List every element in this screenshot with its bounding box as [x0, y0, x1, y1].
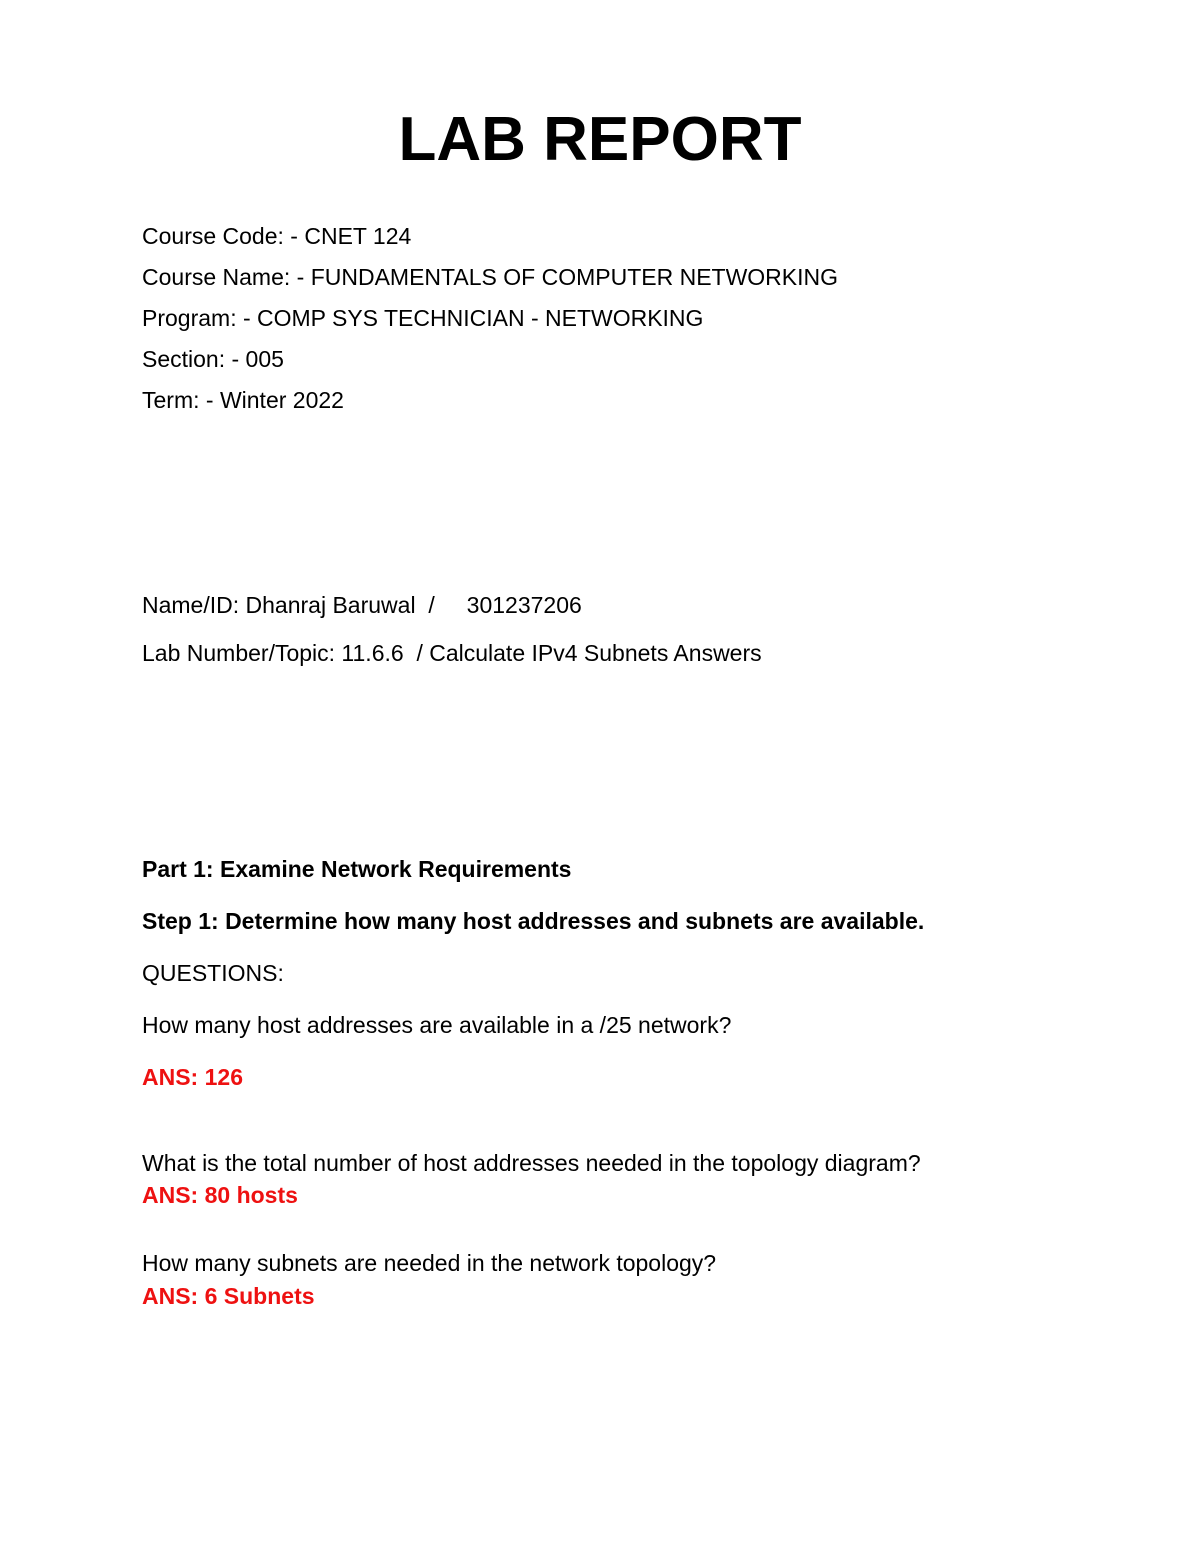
answer-3: ANS: 6 Subnets: [142, 1283, 315, 1309]
name-id: Name/ID: Dhanraj Baruwal / 301237206: [142, 592, 582, 618]
part-heading: Part 1: Examine Network Requirements: [142, 856, 572, 882]
program: Program: - COMP SYS TECHNICIAN - NETWORKING: [142, 305, 704, 331]
questions-label: QUESTIONS:: [142, 960, 284, 986]
question-3: How many subnets are needed in the network topology?: [142, 1250, 717, 1276]
lab-topic: Lab Number/Topic: 11.6.6 / Calculate IPv4 Subnets Answers: [142, 640, 762, 666]
course-name: Course Name: - FUNDAMENTALS OF COMPUTER NETWORKING: [142, 264, 839, 290]
document-title: LAB REPORT: [398, 105, 802, 174]
question-1: How many host addresses are available in a /25 network?: [142, 1012, 732, 1038]
step-heading: Step 1: Determine how many host addresses and subnets are available.: [142, 908, 925, 934]
answer-2: ANS: 80 hosts: [142, 1182, 298, 1208]
question-2: What is the total number of host addresses needed in the topology diagram?: [142, 1150, 921, 1176]
term: Term: - Winter 2022: [142, 387, 344, 413]
section: Section: - 005: [142, 346, 284, 372]
answer-1: ANS: 126: [142, 1064, 243, 1090]
course-code: Course Code: - CNET 124: [142, 223, 412, 249]
